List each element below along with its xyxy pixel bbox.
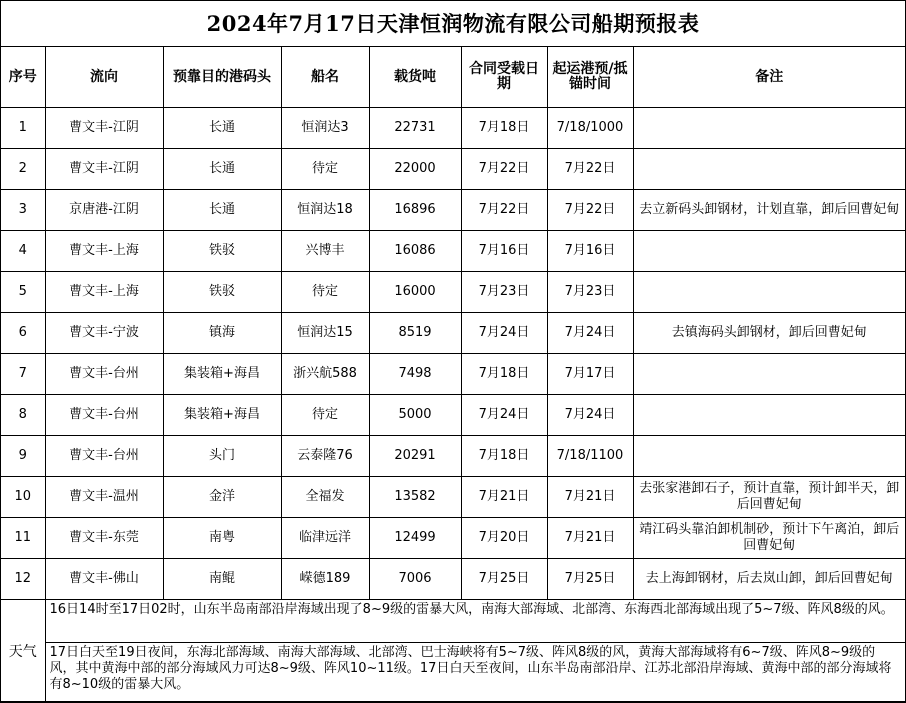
cell-eta: 7月21日 [547,518,633,559]
table-body [1,108,905,600]
cell-route: 曹文丰-台州 [45,395,163,436]
cell-contract: 7月24日 [461,313,547,354]
cell-dest: 镇海 [163,313,281,354]
cell-ship: 恒润达18 [281,190,369,231]
cell-route: 曹文丰-上海 [45,272,163,313]
cell-eta: 7月22日 [547,149,633,190]
cell-seq: 11 [1,518,45,559]
cell-contract: 7月22日 [461,149,547,190]
cell-dest: 铁驳 [163,231,281,272]
weather-forecast: 17日白天至19日夜间，东海北部海域、南海大部海域、北部湾、巴士海峡将有5~7级、阵风8级的风，黄海大部海域将有6~7级、阵风8~9级的风，其中黄海中部的部分海域风力可达8~9级、阵风10~11级。17日白天至夜间，山东半岛南部沿岸、江苏北部沿岸海域、黄海中部的部分海域将有8~10级的雷暴大风。 [45,643,905,702]
cell-eta: 7/18/1000 [547,108,633,149]
table-row [1,559,905,600]
table-row [1,354,905,395]
table-row [1,477,905,518]
table-row [1,313,905,354]
cell-remark [633,395,905,436]
table-row [1,149,905,190]
cell-remark [633,231,905,272]
cell-ship: 全福发 [281,477,369,518]
cell-route: 曹文丰-上海 [45,231,163,272]
cell-tonnage: 22000 [369,149,461,190]
cell-eta: 7月17日 [547,354,633,395]
cell-route: 曹文丰-台州 [45,354,163,395]
cell-contract: 7月18日 [461,108,547,149]
cell-contract: 7月24日 [461,395,547,436]
cell-tonnage: 22731 [369,108,461,149]
cell-seq: 9 [1,436,45,477]
cell-ship: 云泰隆76 [281,436,369,477]
cell-seq: 3 [1,190,45,231]
cell-remark: 靖江码头靠泊卸机制砂，预计下午离泊，卸后回曹妃甸 [633,518,905,559]
table-row [1,108,905,149]
cell-contract: 7月23日 [461,272,547,313]
cell-dest: 金洋 [163,477,281,518]
cell-contract: 7月25日 [461,559,547,600]
cell-tonnage: 7498 [369,354,461,395]
cell-seq: 4 [1,231,45,272]
weather-row-2 [1,643,905,702]
weather-row-1 [1,600,905,643]
cell-ship: 嵘德189 [281,559,369,600]
cell-eta: 7/18/1100 [547,436,633,477]
cell-dest: 长通 [163,108,281,149]
cell-dest: 铁驳 [163,272,281,313]
cell-eta: 7月21日 [547,477,633,518]
cell-dest: 南鲲 [163,559,281,600]
cell-contract: 7月20日 [461,518,547,559]
header-route: 流向 [45,47,163,108]
cell-dest: 长通 [163,149,281,190]
cell-route: 曹文丰-宁波 [45,313,163,354]
cell-tonnage: 16896 [369,190,461,231]
cell-eta: 7月23日 [547,272,633,313]
cell-ship: 临津远洋 [281,518,369,559]
cell-route: 曹文丰-东莞 [45,518,163,559]
cell-seq: 8 [1,395,45,436]
cell-eta: 7月16日 [547,231,633,272]
cell-tonnage: 5000 [369,395,461,436]
header-row [1,47,905,108]
cell-ship: 待定 [281,395,369,436]
cell-contract: 7月16日 [461,231,547,272]
cell-route: 曹文丰-佛山 [45,559,163,600]
cell-seq: 7 [1,354,45,395]
cell-ship: 恒润达3 [281,108,369,149]
cell-tonnage: 13582 [369,477,461,518]
cell-ship: 待定 [281,149,369,190]
cell-seq: 10 [1,477,45,518]
header-remark: 备注 [633,47,905,108]
cell-contract: 7月18日 [461,436,547,477]
cell-route: 曹文丰-台州 [45,436,163,477]
cell-ship: 浙兴航588 [281,354,369,395]
cell-remark [633,149,905,190]
page-title: 2024年7月17日天津恒润物流有限公司船期预报表 [1,1,905,47]
cell-seq: 1 [1,108,45,149]
cell-remark: 去张家港卸石子，预计直靠，预计卸半天，卸后回曹妃甸 [633,477,905,518]
header-tonnage: 载货吨 [369,47,461,108]
cell-eta: 7月24日 [547,395,633,436]
cell-remark: 去上海卸钢材，后去岚山卸，卸后回曹妃甸 [633,559,905,600]
header-contract: 合同受载日期 [461,47,547,108]
cell-route: 京唐港-江阴 [45,190,163,231]
cell-remark [633,108,905,149]
cell-tonnage: 8519 [369,313,461,354]
cell-contract: 7月21日 [461,477,547,518]
cell-remark [633,272,905,313]
cell-seq: 5 [1,272,45,313]
header-dest: 预靠目的港码头 [163,47,281,108]
cell-tonnage: 16086 [369,231,461,272]
weather-observed: 16日14时至17日02时，山东半岛南部沿岸海域出现了8~9级的雷暴大风，南海大部海域、北部湾、东海西北部海域出现了5~7级、阵风8级的风。 [45,600,905,643]
cell-remark: 去镇海码头卸钢材，卸后回曹妃甸 [633,313,905,354]
schedule-table [1,47,905,702]
table-row [1,231,905,272]
cell-dest: 南粤 [163,518,281,559]
cell-dest: 集装箱+海昌 [163,354,281,395]
table-row [1,272,905,313]
cell-ship: 兴博丰 [281,231,369,272]
cell-seq: 12 [1,559,45,600]
cell-contract: 7月22日 [461,190,547,231]
cell-dest: 头门 [163,436,281,477]
cell-seq: 6 [1,313,45,354]
cell-eta: 7月24日 [547,313,633,354]
cell-eta: 7月25日 [547,559,633,600]
cell-remark [633,354,905,395]
cell-remark: 去立新码头卸钢材，计划直靠，卸后回曹妃甸 [633,190,905,231]
header-seq: 序号 [1,47,45,108]
cell-contract: 7月18日 [461,354,547,395]
cell-eta: 7月22日 [547,190,633,231]
cell-ship: 恒润达15 [281,313,369,354]
cell-dest: 集装箱+海昌 [163,395,281,436]
cell-dest: 长通 [163,190,281,231]
cell-tonnage: 7006 [369,559,461,600]
cell-route: 曹文丰-江阴 [45,108,163,149]
cell-remark [633,436,905,477]
header-ship: 船名 [281,47,369,108]
table-row [1,436,905,477]
cell-seq: 2 [1,149,45,190]
cell-route: 曹文丰-温州 [45,477,163,518]
cell-tonnage: 20291 [369,436,461,477]
table-row [1,395,905,436]
weather-label: 天气 [1,600,45,702]
cell-ship: 待定 [281,272,369,313]
table-row [1,190,905,231]
header-eta: 起运港预/抵锚时间 [547,47,633,108]
cell-tonnage: 12499 [369,518,461,559]
cell-tonnage: 16000 [369,272,461,313]
table-row [1,518,905,559]
cell-route: 曹文丰-江阴 [45,149,163,190]
